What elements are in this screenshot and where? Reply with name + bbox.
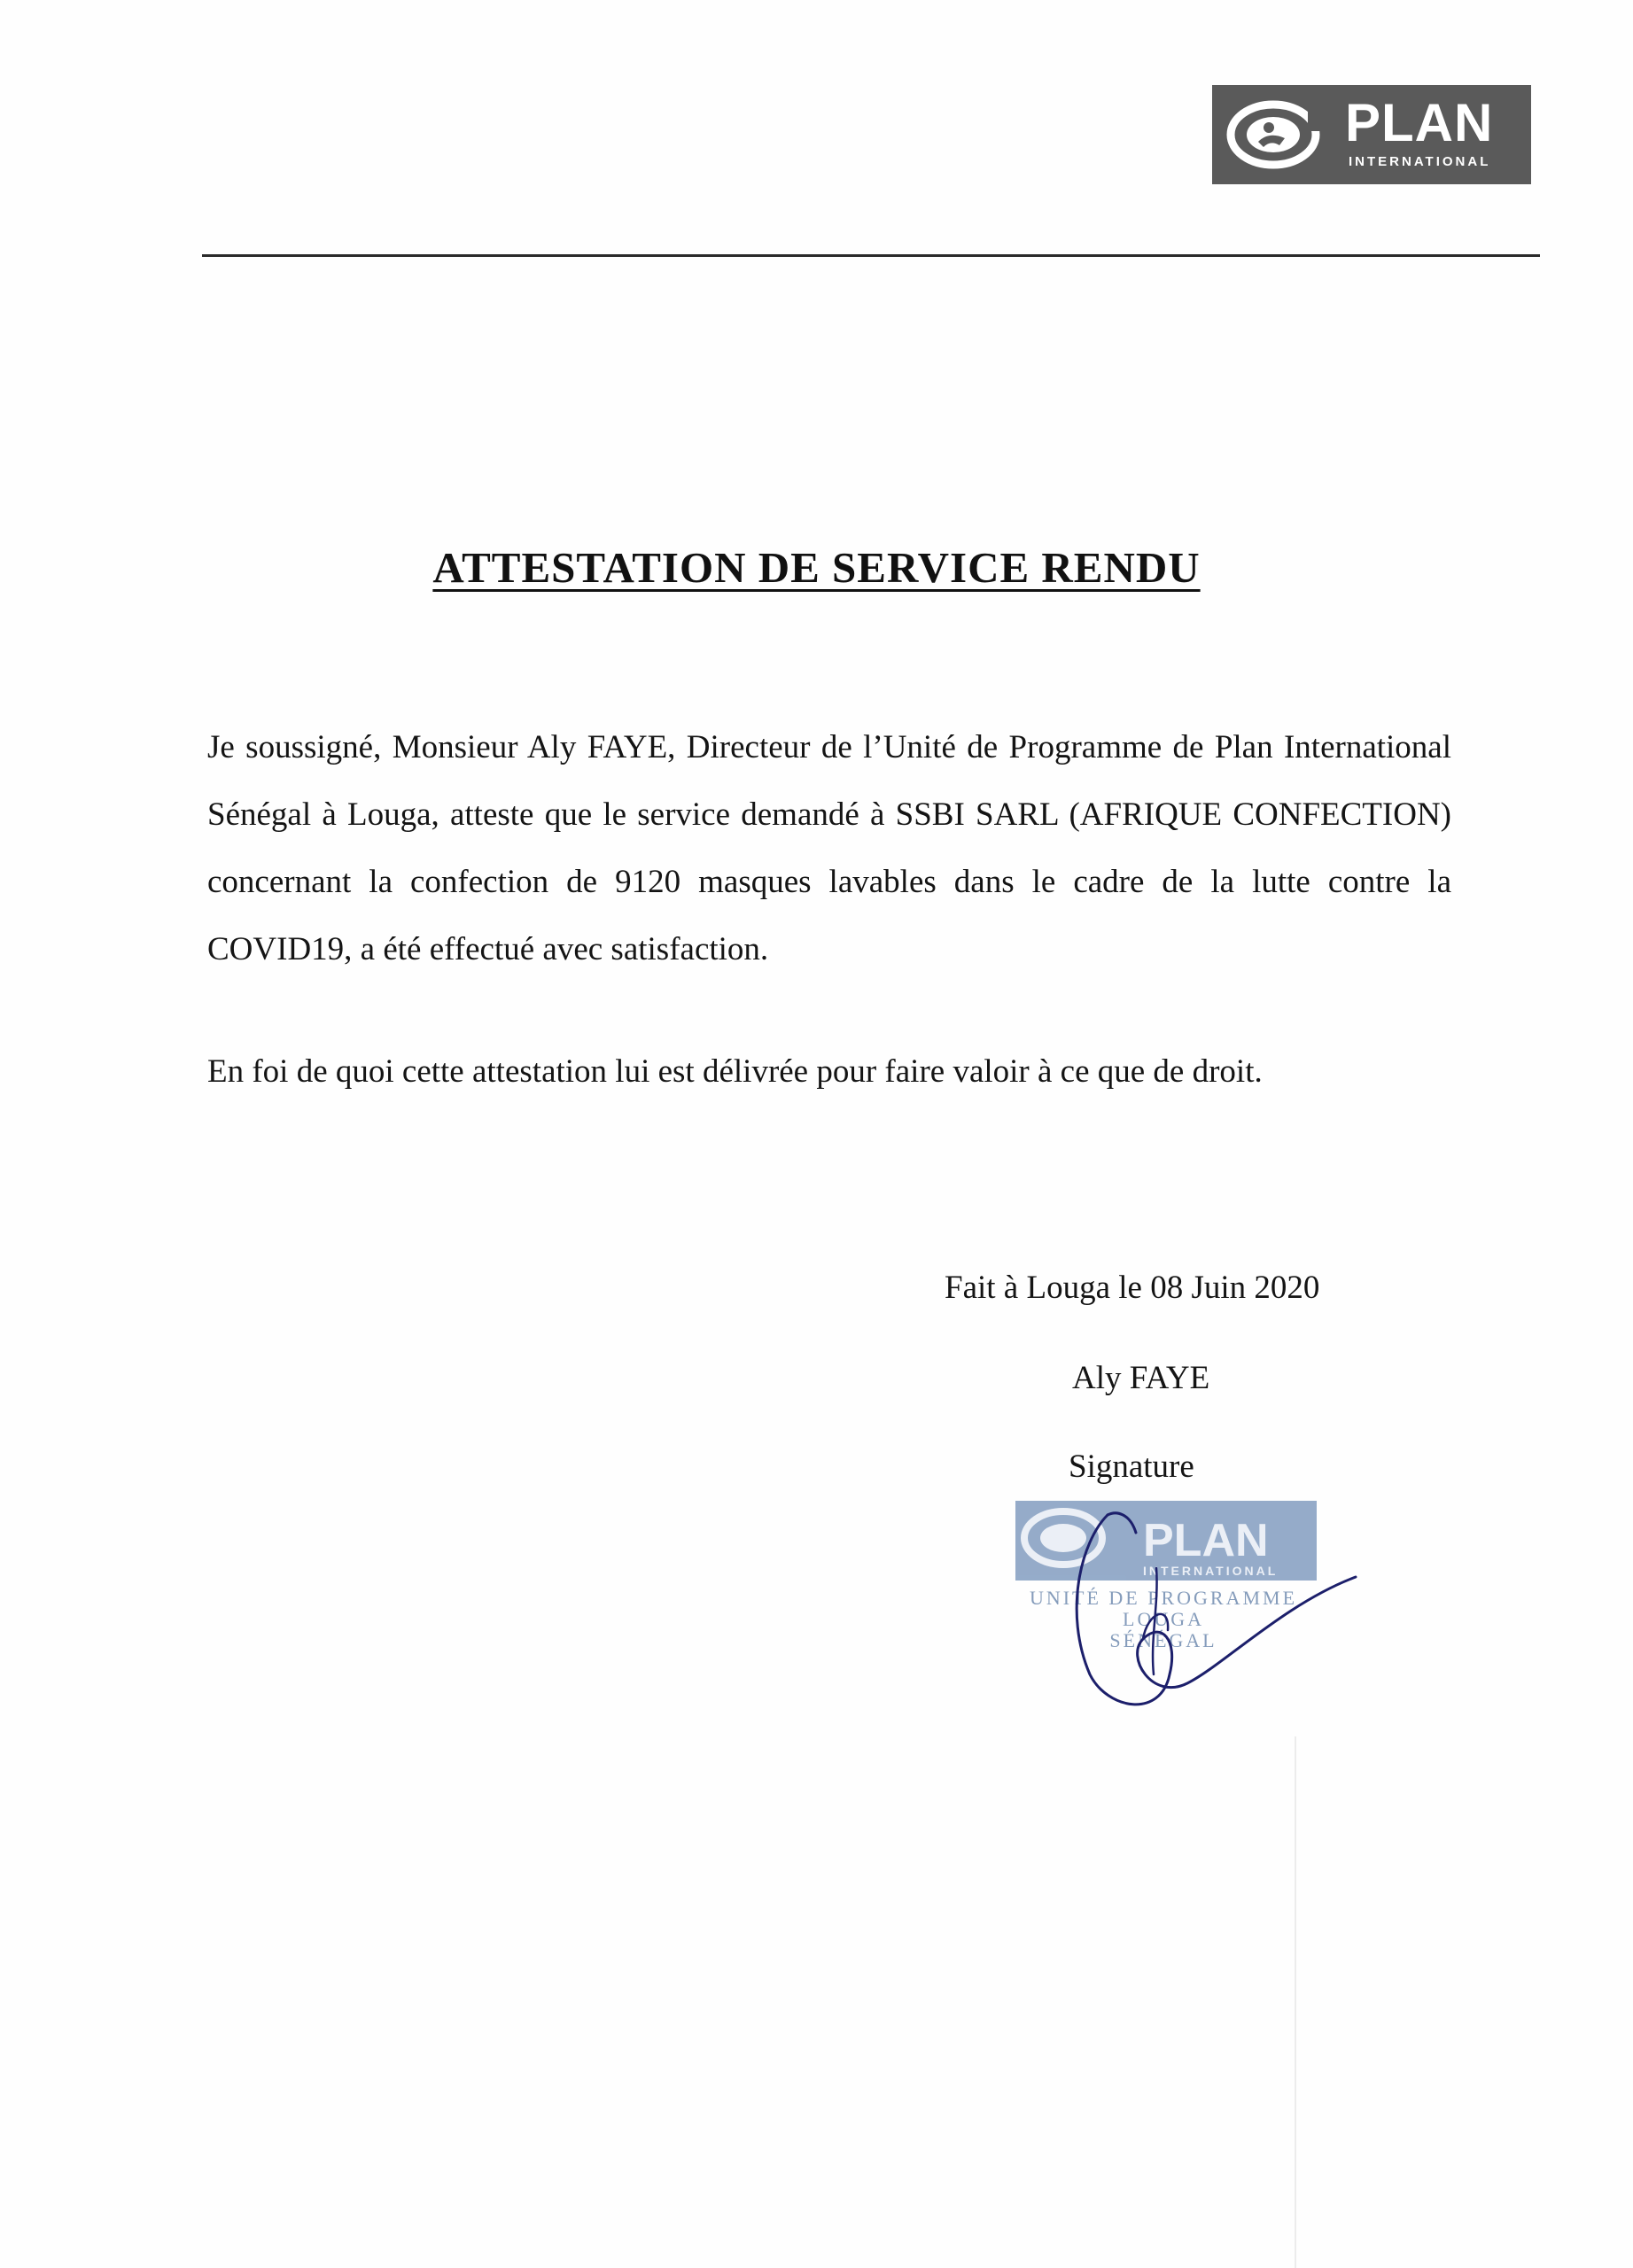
logo-subtitle: INTERNATIONAL xyxy=(1349,154,1491,169)
place-and-date: Fait à Louga le 08 Juin 2020 xyxy=(945,1270,1320,1306)
header-divider xyxy=(202,254,1540,257)
stamp-line-country: SÉNÉGAL xyxy=(1109,1629,1217,1651)
scan-artifact xyxy=(1295,1736,1296,2268)
stamp-logo-name: PLAN xyxy=(1143,1515,1269,1566)
handwritten-signature xyxy=(1054,1506,1391,1719)
document-title: ATTESTATION DE SERVICE RENDU xyxy=(432,543,1201,592)
body-paragraph-1: Je soussigné, Monsieur Aly FAYE, Directeur de l’Unité de Programme de Plan International Sénégal à Louga, atteste que le service demandé à SSBI SARL (AFRIQUE CONFECTION) concernant la confection de 9120 masques lavables dans le cadre de la lutte contre la COVID19, a été effectué avec satisfaction. xyxy=(207,729,1451,967)
body-paragraph-2: En foi de quoi cette attestation lui est délivrée pour faire valoir à ce que de droit. xyxy=(207,1053,1263,1090)
logo-name: PLAN xyxy=(1345,93,1494,152)
plan-logo-icon xyxy=(1225,99,1322,170)
signature-label: Signature xyxy=(1069,1449,1194,1485)
signer-name: Aly FAYE xyxy=(1072,1360,1210,1396)
stamp-line-unit: UNITÉ DE PROGRAMME xyxy=(1029,1587,1298,1609)
stamp-logo-subtitle: INTERNATIONAL xyxy=(1143,1564,1279,1578)
stamp-line-city: LOUGA xyxy=(1123,1608,1204,1630)
plan-international-logo xyxy=(1212,85,1531,184)
